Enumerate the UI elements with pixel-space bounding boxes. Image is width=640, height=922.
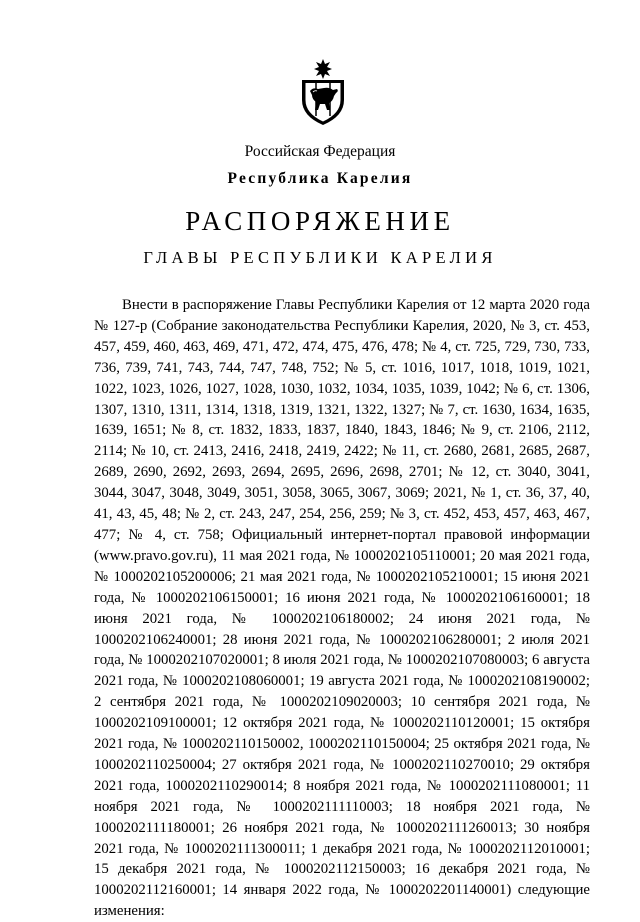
karelia-coat-of-arms-icon [296,58,350,126]
issuer-subtitle: ГЛАВЫ РЕСПУБЛИКИ КАРЕЛИЯ [143,248,497,267]
country-name: Российская Федерация [244,143,396,160]
republic-name: Республика Карелия [227,170,413,187]
order-body-paragraph [94,295,590,922]
document-type-title: РАСПОРЯЖЕНИЕ [185,206,455,236]
order-body-text: Внести в распоряжение Главы Республики Карелия от 12 марта 2020 года № 127-р (Собрание законодательства Республики Карелия, 2020, № 3, ст. 453, 457, 459, 460, 463, 469, 471, 472, 474, 475, 476, 478; № 4, ст. 725, 729, 730, 733, 736, 739, 741, 743, 744, 747, 748, 752; № 5, ст. 1016, 1017, 1018, 1019, 1021, 1022, 1023, 1026, 1027, 1028, 1030, 1032, 1034, 1035, 1039, 1042; № 6, ст. 1306, 1307, 1310, 1311, 1314, 1318, 1319, 1321, 1322, 1327; № 7, ст. 1630, 1634, 1635, 1639, 1651; № 8, ст. 1832, 1833, 1837, 1840, 1843, 1846; № 9, ст. 2106, 2112, 2114; № 10, ст. 2413, 2416, 2418, 2419, 2422; № 11, ст. 2680, 2681, 2685, 2687, 2689, 2690, 2692, 2693, 2694, 2695, 2696, 2698, 2701; № 12, ст. 3040, 3041, 3044, 3047, 3048, 3049, 3051, 3058, 3065, 3067, 3069; 2021, № 1, ст. 36, 37, 40, 41, 43, 45, 48; № 2, ст. 243, 247, 254, 256, 259; № 3, ст. 452, 453, 457, 463, 467, 477; № 4, ст. 758; Официальный интернет-портал правовой информации (www.pravo.gov.ru), 11 мая 2021 года, № 1000202105110001; 20 мая 2021 года, № 1000202105200006; 21 мая 2021 года, № 1000202105210001; 15 июня 2021 года, № 1000202106150001; 16 июня 2021 года, № 1000202106160001; 18 июня 2021 года, № 1000202106180002; 24 июня 2021 года, № 1000202106240001; 28 июня 2021 года, № 1000202106280001; 2 июля 2021 года, № 1000202107020001; 8 июля 2021 года, № 1000202107080003; 6 августа 2021 года, № 1000202108060001; 19 августа 2021 года, № 1000202108190002; 2 сентября 2021 года, № 1000202109020003; 10 сентября 2021 года, № 1000202109100001; 12 октября 2021 года, № 1000202110120001; 15 октября 2021 года, № 1000202110150002, 1000202110150004; 25 октября 2021 года, № 1000202110250004; 27 октября 2021 года, № 1000202110270010; 29 октября 2021 года, 1000202110290014; 8 ноября 2021 года, № 1000202111080001; 11 ноября 2021 года, № 1000202111110003; 18 ноября 2021 года, № 1000202111180001; 26 ноября 2021 года, № 1000202111260013; 30 ноября 2021 года, № 1000202111300011; 1 декабря 2021 года, № 1000202112010001; 15 декабря 2021 года, № 1000202112150003; 16 декабря 2021 года, № 1000202112160001; 14 января 2022 года, № 1000202201140001) следующие изменения: [94,297,590,920]
